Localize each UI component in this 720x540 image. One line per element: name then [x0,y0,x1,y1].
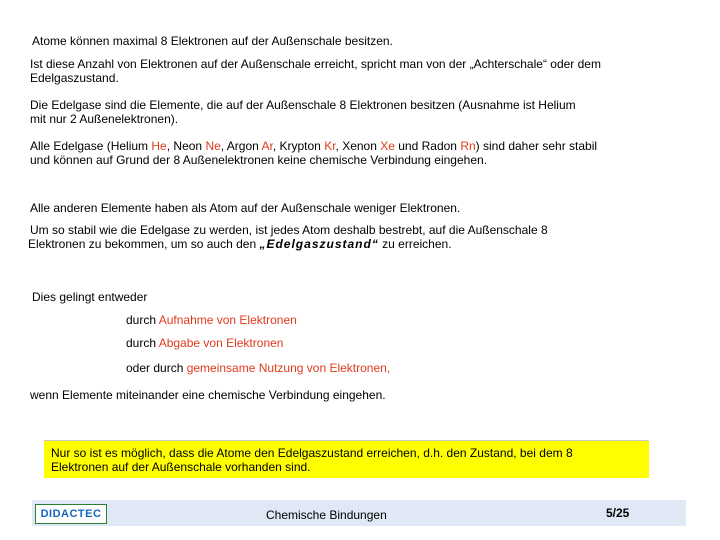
list-sep-4: , Xenon [335,139,381,153]
others-line-3-suffix: zu erreichen. [378,237,452,251]
way-item-2-highlight: Abgabe von Elektronen [158,336,284,350]
symbol-ne: Ne [205,139,221,153]
way-item-1-highlight: Aufnahme von Elektronen [158,313,297,327]
others-line-1: Alle anderen Elemente haben als Atom auf der Außenschale weniger Elektronen. [30,201,461,215]
list-sep-3: , Krypton [272,139,325,153]
list-sep-2: , Argon [220,139,262,153]
way-item-1 [126,313,297,327]
list-line-1 [30,139,597,153]
footer-title: Chemische Bindungen [266,508,387,522]
page-number: 5/25 [606,506,630,520]
list-sep-1: , Neon [166,139,206,153]
highlight-box [44,440,649,478]
list-prefix: Alle Edelgase (Helium [30,139,152,153]
others-line-2: Um so stabil wie die Edelgase zu werden, ist jedes Atom deshalb bestrebt, auf die Außenschale 8 [30,223,548,237]
highlight-line-2: Elektronen auf der Außenschale vorhanden sind. [51,460,311,474]
symbol-xe: Xe [380,139,395,153]
edelgaszustand-emphasis: „Edelgaszustand“ [259,237,379,251]
noble-line-2: mit nur 2 Außenelektronen). [30,112,179,126]
way-item-1-prefix: durch [126,313,159,327]
list-suffix: ) sind daher sehr stabil [475,139,598,153]
symbol-ar: Ar [261,139,273,153]
symbol-he: He [151,139,167,153]
intro-line-2: Ist diese Anzahl von Elektronen auf der Außenschale erreicht, spricht man von der „Achterschale“ oder dem [30,57,601,71]
way-item-2-prefix: durch [126,336,159,350]
way-item-3-prefix: oder durch [126,361,187,375]
noble-line-1: Die Edelgase sind die Elemente, die auf der Außenschale 8 Elektronen besitzen (Ausnahme ist Helium [30,98,576,112]
highlight-text [51,446,573,474]
symbol-rn: Rn [460,139,476,153]
intro-line-1: Atome können maximal 8 Elektronen auf der Außenschale besitzen. [32,34,393,48]
way-item-3 [126,361,390,375]
way-item-2 [126,336,283,350]
way-item-3-highlight: gemeinsame Nutzung von Elektronen, [186,361,391,375]
ways-intro: Dies gelingt entweder [32,290,148,304]
intro-line-3: Edelgaszustand. [30,71,119,85]
footer-bar [32,500,686,526]
highlight-line-1: Nur so ist es möglich, dass die Atome den Edelgaszustand erreichen, d.h. den Zustand, bei dem 8 [51,446,573,460]
symbol-kr: Kr [324,139,336,153]
others-line-3 [28,237,452,251]
others-line-3-prefix: Elektronen zu bekommen, um so auch den [28,237,260,251]
didactec-logo: DIDACTEC [35,504,107,524]
list-line-2: und können auf Grund der 8 Außenelektronen keine chemische Verbindung eingehen. [30,153,487,167]
ways-closing: wenn Elemente miteinander eine chemische Verbindung eingehen. [30,388,386,402]
list-sep-5: und Radon [394,139,461,153]
